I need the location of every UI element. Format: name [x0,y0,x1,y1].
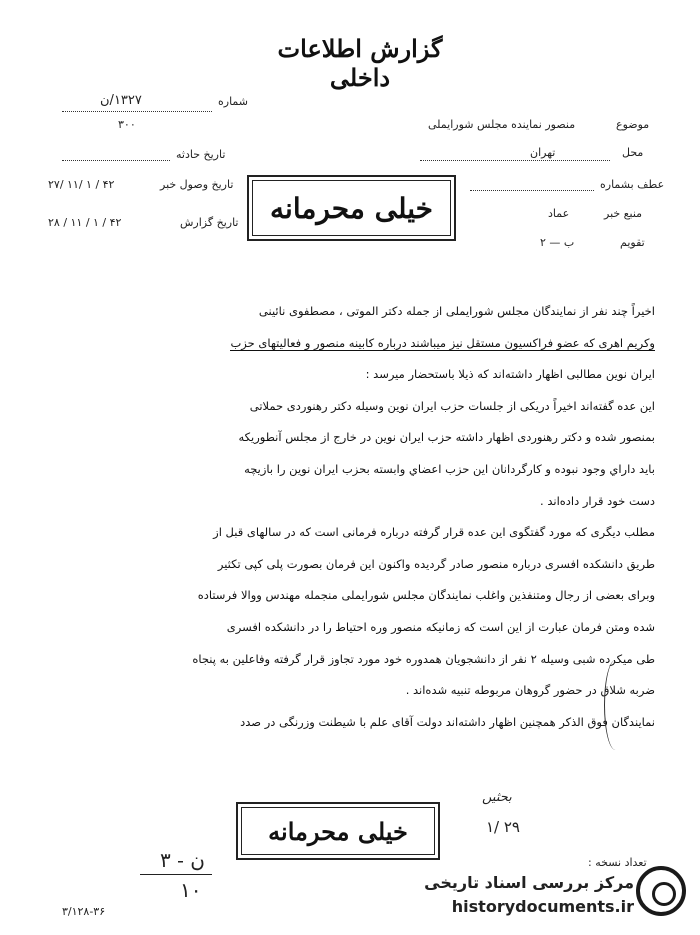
evaluation-value: ب — ۲ [540,236,575,249]
handwritten-divider [140,874,212,875]
body-line: ایران نوین مطالبی اظهار داشته‌اند که ذیلا باستحضار میرسد : [365,367,655,382]
archive-logo-icon [636,866,686,916]
body-line: شده ومتن فرمان عبارت از این است که زمانیکه منصور وره احتیاط را در دانشکده افسری [226,619,655,634]
number-underline [62,101,212,112]
incident-date-label: تاریخ حادثه [176,148,226,161]
number-sub: ۳۰۰ [118,118,136,131]
body-line: وبرای بعضی از رجال ومتنفذین واغلب نمایندگان مجلس شورایملی منجمله مهندس ووالا فرستاده [197,588,655,603]
top-secret-stamp [247,175,456,241]
handwritten-code-top: ن - ۳ [160,848,205,872]
signature-date: ۱/ ۲۹ [486,818,520,836]
margin-bracket-mark [604,660,627,750]
archive-number: ۳/۱۲۸-۳۶ [62,905,106,918]
handwritten-code-bottom: ۱۰ [180,878,202,902]
source-value: عماد [548,207,570,220]
report-date-value: ۲۸ / ۱۱ / ۱ / ۴۲ [48,216,122,229]
body-line: باید داراي وجود نبوده و کارگردانان این حزب اعضاي وابسته بحزب ایران نوین را بازیچه [244,461,655,476]
body-line: طریق دانشکده افسری درباره منصور صادر گردیده واکنون این فرمان بصورت پلی کپی تکثیر [217,556,655,571]
body-line-text: وکریم اهری که عضو فراکسیون مستقل نیز میباشند درباره کابینه منصور و فعالیتهای حزب [230,335,655,350]
source-label: منبع خبر [604,207,643,220]
bottom-secret-stamp-text: خیلی محرمانه [241,807,435,855]
document-title: گزارش اطلاعات داخلی [277,34,443,92]
receipt-date-value: ۲۷/ ۱۱/ ۱ / ۴۲ [48,178,115,191]
body-line: دست خود قرار داده‌اند . [540,493,655,508]
watermark-org-name: مرکز بررسی اسناد تاریخی [424,873,634,892]
top-secret-stamp-text: خیلی محرمانه [252,180,451,236]
incident-date-line [62,150,170,161]
report-date-label: تاریخ گزارش [180,216,239,229]
location-label: محل [622,146,644,159]
body-line: این عده گفته‌اند اخیراً دریکی از جلسات حزب ایران نوین وسیله دکتر رهنوردی حملاتی [249,398,655,413]
report-body [40,296,655,738]
watermark-url: historydocuments.ir [451,897,634,916]
bottom-secret-stamp [236,802,440,860]
body-line: بمنصور شده و دکتر رهنوردی اظهار داشته حزب ایران نوین در خارج از مجلس آنطوریکه [238,430,655,445]
reference-label: عطف بشماره [600,178,665,191]
body-line: مطلب دیگری که مورد گفتگوی این عده قرار گرفته درباره فرمانی است که در سالهای قبل از [213,525,655,540]
receipt-date-label: تاریخ وصول خبر [160,178,234,191]
number-label: شماره [218,95,249,108]
reference-line [470,180,594,191]
subject-value: منصور نماینده مجلس شورایملی [428,118,576,131]
body-line: طی میکرده شبی وسیله ۲ نفر از دانشجویان همدوره خود مورد تجاوز قرار گرفته وفاعلین به پنجاه [192,651,655,666]
location-value: تهران [530,146,556,159]
body-line [40,328,655,360]
signature-note: بحثیں [482,790,512,805]
number-value: ۱۳۲۷/ن [100,93,142,108]
body-line: ضربه شلاق در حضور گروهان مربوطه تنبیه شده‌اند . [405,683,655,698]
body-line: نمایندگان فوق الذکر همچنین اظهار داشته‌اند دولت آقای علم با شیطنت وزرنگی در صدد [240,714,655,729]
evaluation-label: تقویم [620,236,645,249]
copies-label: تعداد نسخه : [588,856,647,869]
location-line [420,150,610,161]
body-line: اخیراً چند نفر از نمایندگان مجلس شورایملی از جمله دکتر الموتی ، مصطفوی نائینی [258,304,655,318]
subject-label: موضوع [616,118,650,131]
